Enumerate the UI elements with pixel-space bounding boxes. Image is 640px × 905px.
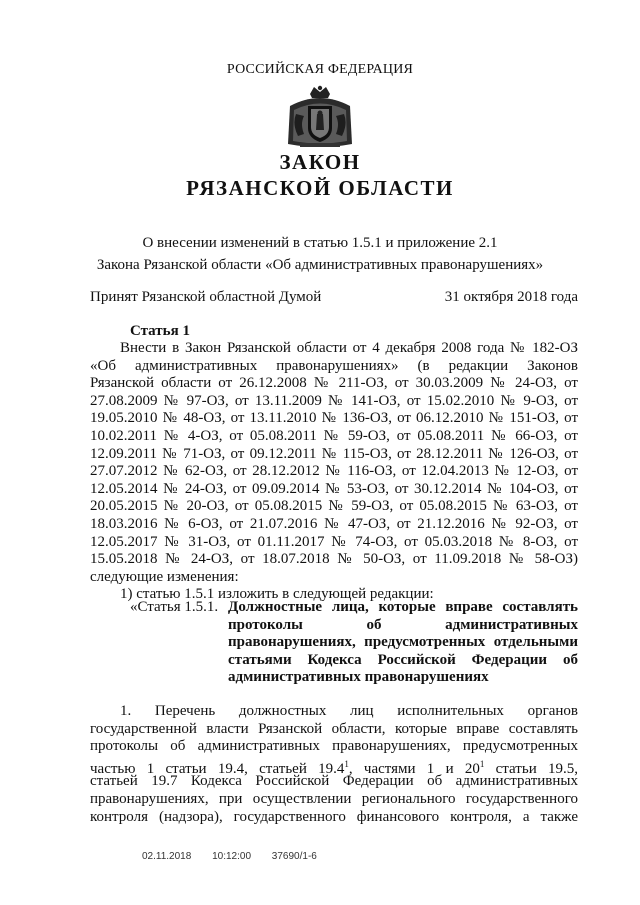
article-line: 27.08.2009 № 97-ОЗ, от 13.11.2009 № 141-ОЗ, от 15.02.2010 № 9-ОЗ, от [90, 392, 578, 409]
paragraph-text: частью 1 статьи 19.4, статьей 19.4 [90, 760, 345, 777]
document-footer [142, 851, 317, 862]
paragraph-text: , частями 1 и 20 [348, 760, 480, 777]
article-line: 15.05.2018 № 24-ОЗ, от 18.07.2018 № 50-ОЗ, от 11.09.2018 № 58-ОЗ) [90, 551, 578, 568]
quoted-article-number: «Статья 1.5.1. [130, 599, 219, 615]
article-line: 12.09.2011 № 71-ОЗ, от 09.12.2011 № 115-ОЗ, от 28.12.2011 № 126-ОЗ, от [90, 445, 578, 462]
article-line: 20.05.2015 № 20-ОЗ, от 05.08.2015 № 59-ОЗ, от 05.08.2015 № 63-ОЗ, от [90, 498, 578, 515]
article-line: 10.02.2011 № 4-ОЗ, от 05.08.2011 № 59-ОЗ, от 05.08.2011 № 66-ОЗ, от [90, 427, 578, 444]
footer-timestamp: 02.11.2018 10:12:00 [142, 851, 252, 862]
article-line: 12.05.2014 № 24-ОЗ, от 09.09.2014 № 53-ОЗ, от 30.12.2014 № 104-ОЗ, от [90, 480, 578, 497]
article-line: Рязанской области от 26.12.2008 № 211-ОЗ, от 30.03.2009 № 24-ОЗ, от [90, 375, 578, 392]
paragraph-line: правонарушениях, при осуществлении регионального государственного [90, 790, 578, 807]
article-line: 1) статью 1.5.1 изложить в следующей редакции: [120, 586, 434, 603]
paragraph-line: 1. Перечень должностных лиц исполнительных органов [120, 703, 578, 719]
quoted-title-line: статьями Кодекса Российской Федерации об [228, 651, 578, 668]
country-header: РОССИЙСКАЯ ФЕДЕРАЦИЯ [226, 62, 414, 77]
paragraph-1 [90, 703, 578, 826]
paragraph-line: контроля (надзора), государственного финансового контроля, а также [90, 808, 578, 825]
article-line: «Об административных правонарушениях» (в редакции Законов [90, 357, 578, 374]
coat-of-arms-emblem [282, 84, 358, 150]
article-line: 19.05.2010 № 48-ОЗ, от 13.11.2010 № 136-ОЗ, от 06.12.2010 № 151-ОЗ, от [90, 410, 578, 427]
superscript: 1 [344, 758, 349, 769]
law-title-line2: РЯЗАНСКОЙ ОБЛАСТИ [186, 176, 454, 200]
article-line: Внести в Закон Рязанской области от 4 декабря 2008 года № 182-ОЗ [120, 340, 578, 356]
adopted-by: Принят Рязанской областной Думой [90, 289, 322, 305]
quoted-article-title [228, 599, 578, 687]
article-line: 18.03.2016 № 6-ОЗ, от 21.07.2016 № 47-ОЗ, от 21.12.2016 № 92-ОЗ, от [90, 515, 578, 532]
subject-line1: О внесении изменений в статью 1.5.1 и приложение 2.1 [142, 235, 498, 251]
quoted-title-line: административных правонарушениях [228, 669, 489, 686]
adoption-date: 31 октября 2018 года [444, 289, 578, 305]
article-line: следующие изменения: [90, 568, 239, 585]
quoted-title-line: протоколы об административных [228, 616, 578, 633]
article-line: 27.07.2012 № 62-ОЗ, от 28.12.2012 № 116-ОЗ, от 12.04.2013 № 12-ОЗ, от [90, 463, 578, 480]
paragraph-line: государственной власти Рязанской области, которые вправе составлять [90, 720, 578, 737]
paragraph-line: статьей 19.7 Кодекса Российской Федерации об административных [90, 773, 578, 790]
paragraph-line [90, 756, 578, 777]
article-line: 12.05.2017 № 31-ОЗ, от 01.11.2017 № 74-ОЗ, от 05.03.2018 № 8-ОЗ, от [90, 533, 578, 550]
superscript: 1 [479, 758, 485, 769]
paragraph-text: статьи 19.5, [484, 760, 578, 777]
quoted-title-line: правонарушениях, предусмотренных отдельными [228, 634, 578, 651]
article-heading: Статья 1 [130, 323, 190, 339]
article-body [90, 340, 578, 604]
paragraph-line: протоколы об административных правонарушениях, предусмотренных [90, 738, 578, 755]
quoted-title-line: Должностные лица, которые вправе составлять [228, 599, 578, 615]
footer-doc-id: 37690/1-6 [271, 851, 317, 862]
subject-line2: Закона Рязанской области «Об административных правонарушениях» [96, 257, 544, 273]
law-title-line1: ЗАКОН [279, 150, 361, 174]
